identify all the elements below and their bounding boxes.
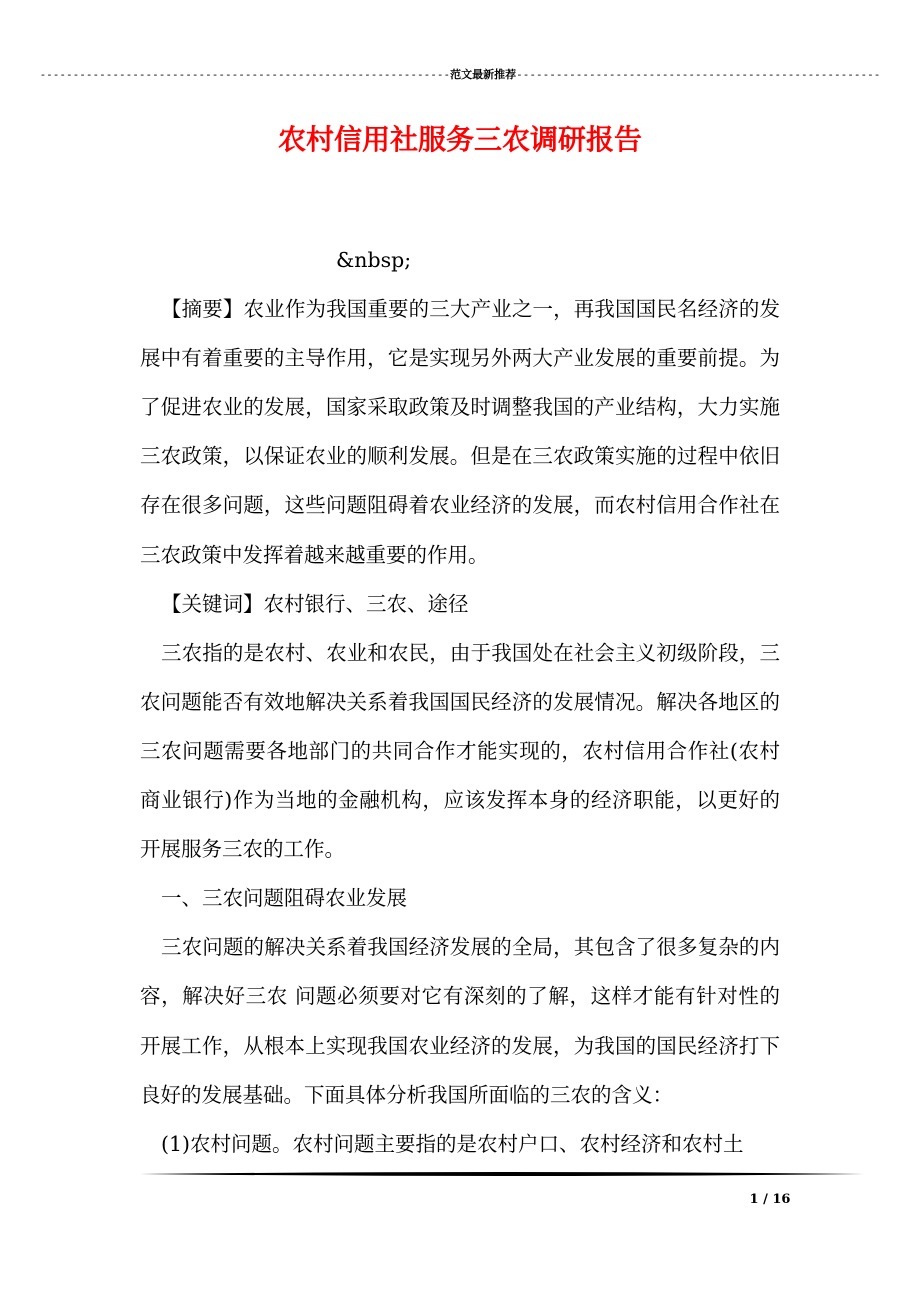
document-title: 农村信用社服务三农调研报告: [277, 123, 642, 156]
keywords-paragraph: 【关键词】农村银行、三农、途径: [161, 591, 469, 616]
section-heading: 一、三农问题阻碍农业发展: [161, 886, 407, 911]
header-label: 范文最新推荐: [450, 68, 517, 81]
abstract-paragraph: 【摘要】农业作为我国重要的三大产业之一，再我国国民名经济的发展中有着重要的主导作用，它是实现另外两大产业发展的重要前提。为了促进农业的发展，国家采取政策及时调整我国的产业结构，大力实施三农政策，以保证农业的顺利发展。但是在三农政策实施的过程中依旧存在很多问题，这些问题阻碍着农业经济的发展，而农村信用合作社在三农政策中发挥着越来越重要的作用。: [140, 297, 780, 567]
intro-paragraph: 三农指的是农村、农业和农民，由于我国处在社会主义初级阶段，三农问题能否有效地解决关系着我国国民经济的发展情况。解决各地区的三农问题需要各地部门的共同合作才能实现的，农村信用合作社(农村商业银行)作为当地的金融机构，应该发挥本身的经济职能，以更好的开展服务三农的工作。: [140, 640, 780, 862]
page-header: [0, 68, 920, 82]
nbsp-paragraph: &nbsp;: [336, 248, 412, 272]
header-dashes-left: --------------------------------------------------------------: [39, 68, 451, 81]
body-paragraph: 三农问题的解决关系着我国经济发展的全局，其包含了很多复杂的内容，解决好三农 问题必须要对它有深刻的了解，这样才能有针对性的开展工作，从根本上实现我国农业经济的发展，为我国的国民经济打下良好的发展基础。下面具体分析我国所面临的三农的含义：: [140, 935, 780, 1107]
footer-divider: [140, 1168, 864, 1180]
document-body: [140, 236, 780, 1169]
page-number: 1 / 16: [749, 1192, 791, 1207]
body-paragraph: (1)农村问题。农村问题主要指的是农村户口、农村经济和农村土: [161, 1131, 744, 1156]
header-dashes-right: -------------------------------------------------------: [516, 68, 881, 81]
